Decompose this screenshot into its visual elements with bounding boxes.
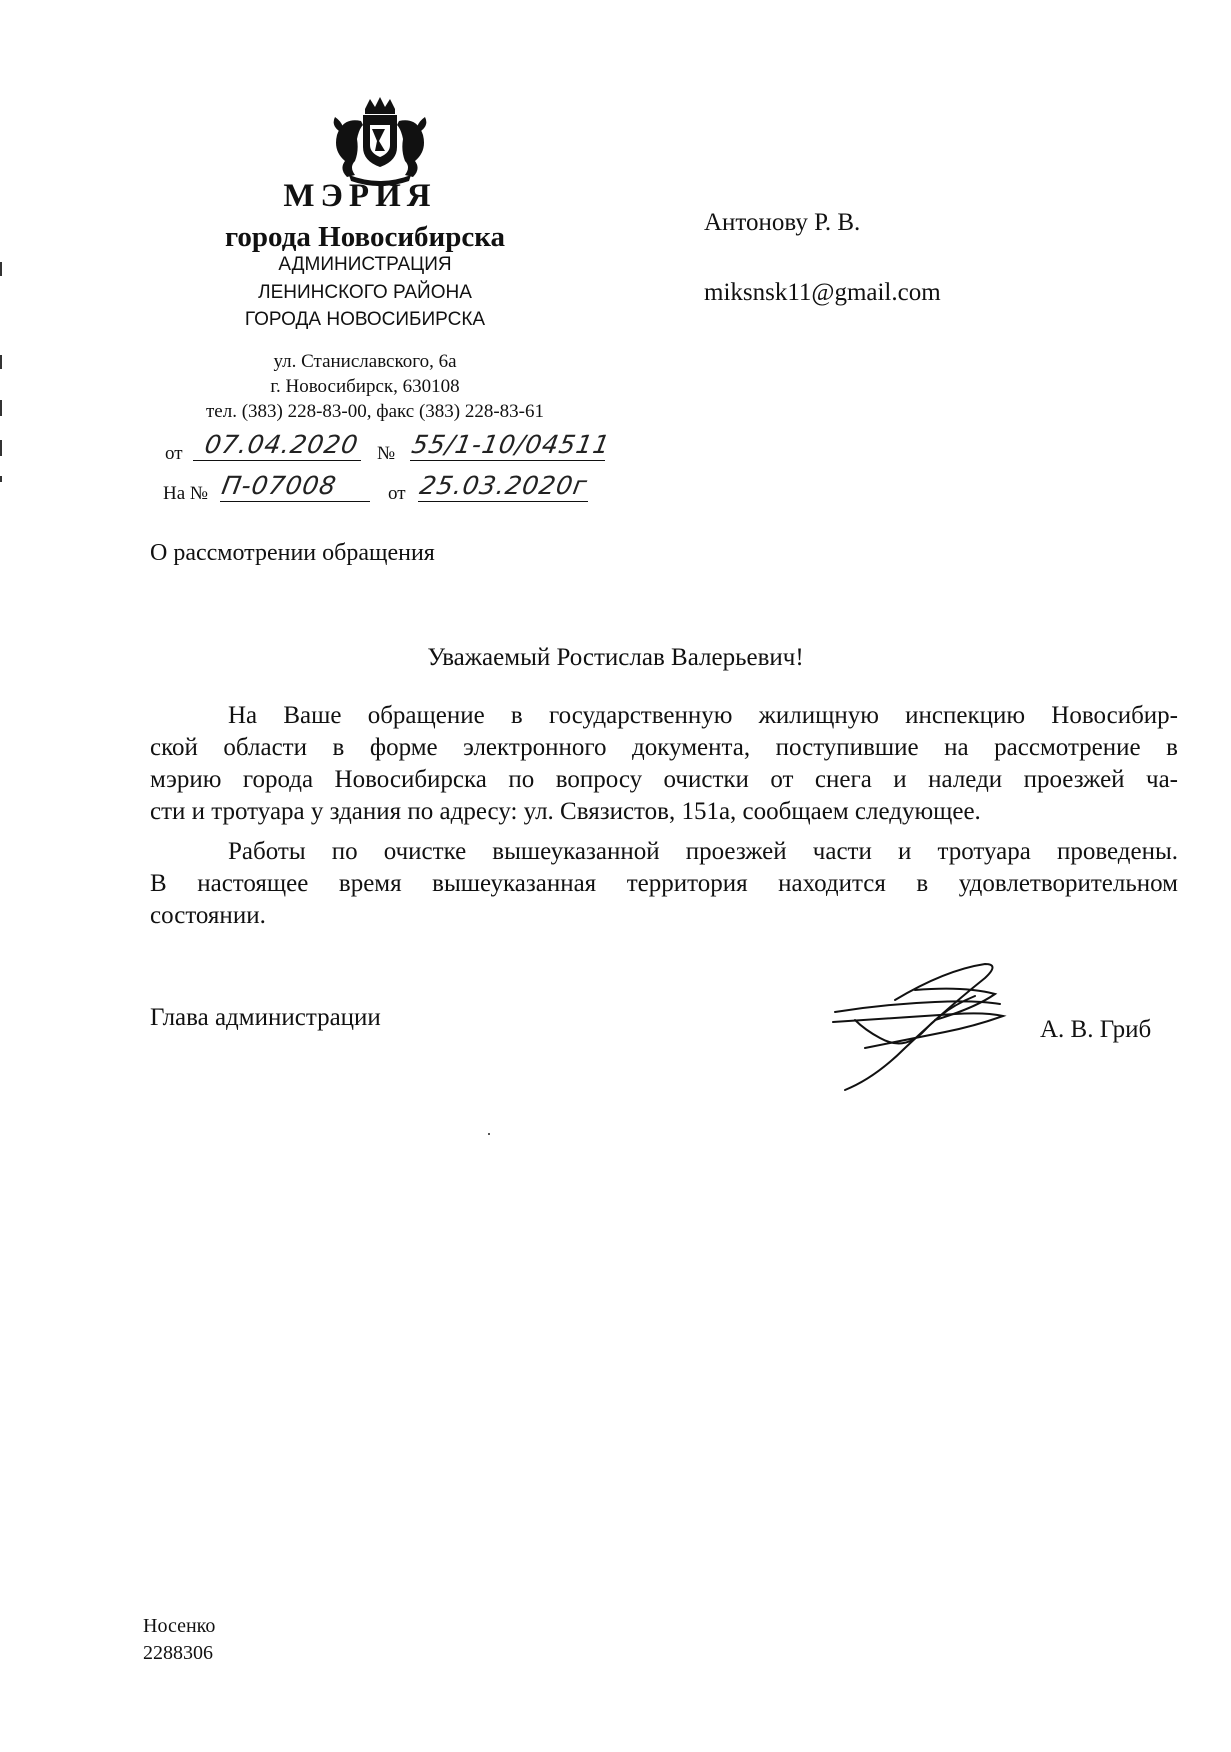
handwritten-signature	[825, 960, 1025, 1100]
body-line: На Ваше обращение в государственную жилищную инспекцию Новосибир-	[228, 702, 1178, 729]
body-line: сти и тротуара у здания по адресу: ул. Связистов, 151а, сообщаем следующее.	[150, 798, 981, 825]
addressee-email: miksnsk11@gmail.com	[704, 279, 941, 306]
letter-subject: О рассмотрении обращения	[150, 540, 435, 566]
date-prefix: от	[165, 443, 183, 464]
dept-line: ГОРОДА НОВОСИБИРСКА	[244, 309, 486, 330]
scan-dot	[488, 1133, 490, 1135]
executor-name: Носенко	[143, 1615, 216, 1637]
body-paragraph-2	[150, 836, 1178, 932]
date-handwritten: 07.04.2020	[202, 430, 361, 459]
scan-mark	[0, 400, 2, 416]
scan-mark	[0, 440, 2, 456]
org-title: МЭРИЯ	[283, 178, 437, 214]
coat-of-arms-icon	[325, 95, 435, 187]
executor-phone: 2288306	[143, 1642, 213, 1664]
body-paragraph-1	[150, 700, 1178, 828]
dept-line: АДМИНИСТРАЦИЯ	[278, 254, 452, 275]
address-street: ул. Станиславского, 6а	[273, 351, 457, 372]
ref-prefix: На №	[163, 483, 209, 504]
body-line: состоянии.	[150, 902, 266, 929]
org-city: города Новосибирска	[224, 221, 506, 253]
ref-date-prefix: от	[388, 483, 406, 504]
body-line: ской области в форме электронного документа, поступившие на рассмотрение в	[150, 734, 1178, 761]
address-phone: тел. (383) 228-83-00, факс (383) 228-83-61	[205, 401, 545, 422]
dept-line: ЛЕНИНСКОГО РАЙОНА	[258, 282, 472, 303]
scan-mark	[0, 262, 2, 276]
scan-mark	[0, 476, 2, 482]
scan-mark	[0, 355, 2, 369]
signatory-name: А. В. Гриб	[1040, 1016, 1152, 1043]
number-handwritten: 55/1-10/04511	[409, 430, 613, 459]
address-city: г. Новосибирск, 630108	[270, 376, 460, 397]
addressee-name: Антонову Р. В.	[704, 209, 861, 236]
salutation: Уважаемый Ростислав Валерьевич!	[427, 644, 804, 671]
body-line: Работы по очистке вышеуказанной проезжей части и тротуара проведены.	[228, 838, 1178, 865]
body-line: В настоящее время вышеуказанная территория находится в удовлетворительном	[150, 870, 1178, 897]
ref-number-handwritten: П-07008	[219, 471, 340, 500]
signatory-title: Глава администрации	[150, 1004, 381, 1031]
ref-date-handwritten: 25.03.2020г	[417, 471, 590, 500]
body-line: мэрию города Новосибирска по вопросу очистки от снега и наледи проезжей ча-	[150, 766, 1178, 793]
number-prefix: №	[377, 443, 396, 464]
